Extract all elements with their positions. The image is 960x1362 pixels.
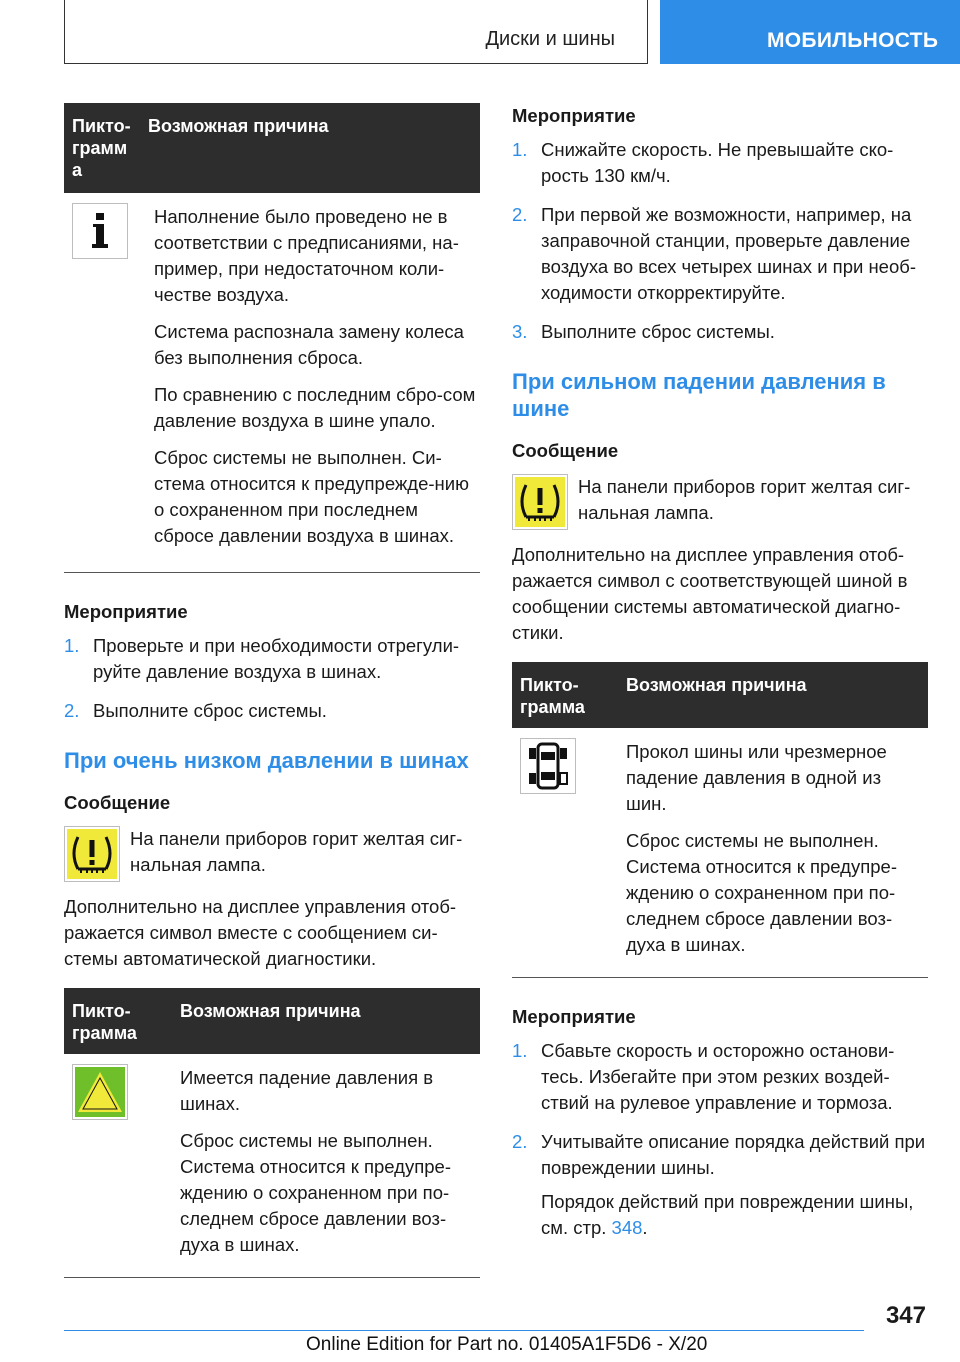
section-title: Диски и шины — [485, 28, 615, 50]
cause-table-1 — [64, 103, 480, 573]
col-pictogram-header: Пикто- грамм а — [72, 116, 131, 180]
table-row — [64, 1054, 480, 1278]
col-reason-header: Возможная причина — [626, 675, 807, 695]
step-note-text: Порядок действий при повреждении шины, см. стр. — [541, 1191, 914, 1238]
measures-heading: Мероприятие — [64, 601, 188, 622]
step-text: При первой же возможности, например, на заправочной станции, проверьте давление воздуха во всех четырех шинах и при необ-ходимости откорректируйте. — [541, 204, 917, 303]
reason-text: Сброс системы не выполнен. Система относится к предупре-ждению о сохраненном при по-следнем сбросе давлении воз-духа в шинах. — [180, 1130, 451, 1255]
cause-table-2 — [64, 988, 480, 1278]
chapter-tab: МОБИЛЬНОСТЬ — [660, 0, 960, 64]
step-text: Выполните сброс системы. — [93, 700, 327, 721]
reason-text: Имеется падение давления в шинах. — [180, 1067, 434, 1114]
list-item — [512, 202, 928, 306]
list-item — [512, 1038, 928, 1116]
page-reference-link[interactable]: 348 — [611, 1217, 643, 1238]
info-paragraph: Дополнительно на дисплее управления отоб-ражается символ вместе с сообщением си-стемы автоматической диагностики. — [64, 896, 457, 969]
message-heading: Сообщение — [512, 440, 619, 461]
table-header — [512, 662, 928, 728]
step-note — [541, 1189, 928, 1241]
message-row — [512, 474, 928, 530]
warning-triangle-icon — [72, 1064, 128, 1120]
section-heading: При очень низком давлении в шинах — [64, 748, 469, 773]
step-text: Учитывайте описание порядка действий при повреждении шины. — [541, 1131, 926, 1178]
measures-heading: Мероприятие — [512, 105, 636, 126]
footer-divider — [64, 1330, 864, 1331]
col-pictogram-header: Пикто- грамма — [520, 675, 585, 717]
step-text: Снижайте скорость. Не превышайте ско-рость 130 км/ч. — [541, 139, 894, 186]
message-row — [64, 826, 480, 882]
col-reason-header: Возможная причина — [180, 1001, 361, 1021]
step-number: 2. — [512, 204, 528, 225]
page-number: 347 — [885, 1302, 926, 1329]
table-row — [512, 728, 928, 978]
col-pictogram-header: Пикто- грамма — [72, 1001, 137, 1043]
tire-pressure-warning-icon — [512, 474, 568, 530]
message-heading: Сообщение — [64, 792, 171, 813]
col-reason-header: Возможная причина — [148, 116, 329, 136]
reason-text: Система распознала замену колеса без выполнения сброса. — [154, 321, 464, 368]
car-tire-damage-icon — [520, 738, 576, 794]
cause-table-3 — [512, 662, 928, 978]
step-number: 2. — [512, 1131, 528, 1152]
table-row — [64, 193, 480, 573]
step-text: Выполните сброс системы. — [541, 321, 775, 342]
step-number: 1. — [64, 635, 80, 656]
list-item — [512, 319, 928, 345]
list-item — [64, 698, 480, 724]
step-number: 3. — [512, 321, 528, 342]
message-text: На панели приборов горит желтая сиг-нальная лампа. — [578, 476, 911, 523]
step-text: Проверьте и при необходимости отрегули-руйте давление воздуха в шинах. — [93, 635, 460, 682]
section-heading: При сильном падении давления в шине — [512, 369, 886, 421]
list-item — [64, 633, 480, 685]
reason-text: Прокол шины или чрезмерное падение давления в одной из шин. — [626, 741, 887, 814]
message-text: На панели приборов горит желтая сиг-нальная лампа. — [130, 828, 463, 875]
list-item — [512, 1129, 928, 1181]
table-header — [64, 103, 480, 193]
footer-text: Online Edition for Part no. 01405A1F5D6 - X/20 — [306, 1334, 708, 1355]
right-column — [512, 105, 928, 1241]
reason-text: Наполнение было проведено не в соответствии с предписаниями, на-пример, при недостаточном коли-честве воздуха. — [154, 206, 459, 305]
step-number: 2. — [64, 700, 80, 721]
list-item — [512, 137, 928, 189]
reason-text: Сброс системы не выполнен. Си-стема относится к предупрежде-нию о сохраненном при последнем сбросе давлении воздуха в шинах. — [154, 447, 469, 546]
table-header — [64, 988, 480, 1054]
step-number: 1. — [512, 139, 528, 160]
step-text: Сбавьте скорость и осторожно останови-тесь. Избегайте при этом резких воздей-ствий на рулевое управление и тормоза. — [541, 1040, 895, 1113]
reason-text: Сброс системы не выполнен. Система относится к предупре-ждению о сохраненном при по-следнем сбросе давлении воз-духа в шинах. — [626, 830, 897, 955]
tire-pressure-warning-icon — [64, 826, 120, 882]
measures-heading: Мероприятие — [512, 1006, 636, 1027]
header-box — [64, 0, 648, 64]
step-number: 1. — [512, 1040, 528, 1061]
step-note-suffix: . — [642, 1217, 648, 1238]
left-column — [64, 103, 480, 1278]
reason-text: По сравнению с последним сбро-сом давление воздуха в шине упало. — [154, 384, 476, 431]
info-icon — [72, 203, 128, 259]
info-paragraph: Дополнительно на дисплее управления отоб-ражается символ с соответствующей шиной в сообщении системы автоматической диагно-стики. — [512, 544, 908, 643]
